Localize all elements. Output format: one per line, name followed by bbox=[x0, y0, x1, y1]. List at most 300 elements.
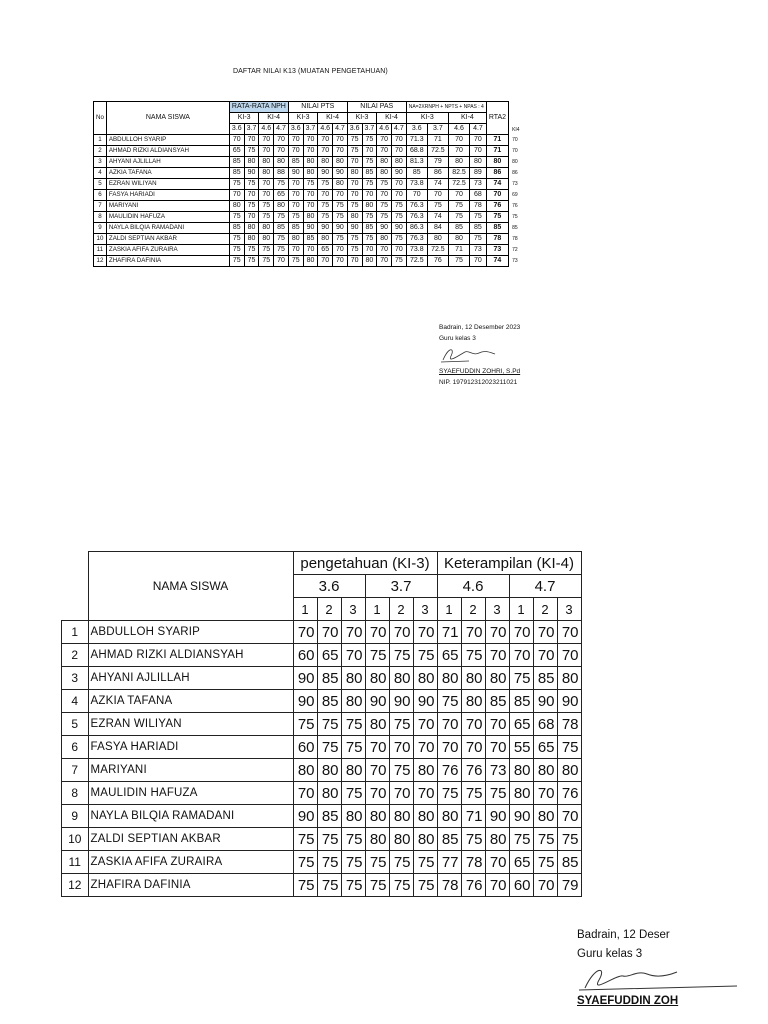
score-value: 85 bbox=[485, 690, 509, 713]
place-date: Badrain, 12 Deser bbox=[577, 929, 670, 941]
na-value: 86.3 bbox=[406, 223, 427, 234]
pts-value: 70 bbox=[333, 190, 348, 201]
score-value: 90 bbox=[293, 667, 317, 690]
score-value: 70 bbox=[485, 851, 509, 874]
score-value: 75 bbox=[461, 644, 485, 667]
pas-value: 70 bbox=[362, 245, 377, 256]
na-value: 85 bbox=[406, 168, 427, 179]
score-value: 60 bbox=[293, 644, 317, 667]
score-value: 55 bbox=[509, 736, 533, 759]
na-value: 79 bbox=[427, 157, 448, 168]
pts-value: 70 bbox=[288, 245, 303, 256]
pas-value: 80 bbox=[377, 234, 392, 245]
score-value: 70 bbox=[485, 874, 509, 897]
table-row bbox=[94, 179, 522, 190]
na-value: 72.5 bbox=[427, 245, 448, 256]
table-row bbox=[62, 828, 582, 851]
table-row bbox=[62, 736, 582, 759]
table-row bbox=[94, 157, 522, 168]
ki4-group-header: Keterampilan (KI-4) bbox=[437, 552, 581, 575]
score-value: 80 bbox=[485, 667, 509, 690]
rta2-value: 71 bbox=[486, 146, 508, 157]
nph-value: 70 bbox=[274, 256, 289, 267]
score-value: 75 bbox=[437, 690, 461, 713]
score-value: 70 bbox=[509, 621, 533, 644]
signature-block-top bbox=[439, 322, 520, 388]
pas-value: 90 bbox=[392, 223, 407, 234]
nph-value: 90 bbox=[244, 168, 259, 179]
pts-value: 70 bbox=[303, 146, 318, 157]
pas-value: 85 bbox=[362, 223, 377, 234]
score-value: 75 bbox=[389, 713, 413, 736]
pas-value: 75 bbox=[392, 256, 407, 267]
pas-value: 90 bbox=[377, 223, 392, 234]
score-value: 70 bbox=[533, 782, 557, 805]
kd-header: 4.6 bbox=[377, 124, 392, 135]
pts-value: 70 bbox=[318, 135, 333, 146]
na-value: 76.3 bbox=[406, 201, 427, 212]
score-value: 80 bbox=[317, 782, 341, 805]
pts-value: 80 bbox=[303, 212, 318, 223]
score-value: 70 bbox=[461, 736, 485, 759]
score-value: 75 bbox=[341, 736, 365, 759]
student-name: ZHAFIRA DAFINIA bbox=[106, 256, 229, 267]
ki4-value: 80 bbox=[512, 159, 518, 165]
nph-value: 75 bbox=[229, 256, 244, 267]
sub-header: 3 bbox=[557, 598, 581, 621]
score-value: 70 bbox=[365, 782, 389, 805]
score-value: 75 bbox=[341, 851, 365, 874]
kd-header: 3.7 bbox=[362, 124, 377, 135]
pas-value: 75 bbox=[392, 234, 407, 245]
score-value: 80 bbox=[389, 667, 413, 690]
na-value: 80 bbox=[470, 157, 487, 168]
pas-value: 70 bbox=[347, 179, 362, 190]
rta2-value: 71 bbox=[486, 135, 508, 146]
nph-value: 70 bbox=[244, 212, 259, 223]
pts-value: 75 bbox=[318, 212, 333, 223]
pas-value: 75 bbox=[362, 179, 377, 190]
na-value: 72.5 bbox=[427, 146, 448, 157]
na-value: 73 bbox=[470, 179, 487, 190]
rta2-value: 74 bbox=[486, 179, 508, 190]
row-number: 10 bbox=[94, 234, 107, 245]
row-number: 6 bbox=[62, 736, 89, 759]
nph-value: 70 bbox=[244, 190, 259, 201]
kd-header: 3.6 bbox=[229, 124, 244, 135]
sub-header: 3 bbox=[413, 598, 437, 621]
nph-value: 75 bbox=[259, 256, 274, 267]
score-value: 70 bbox=[317, 621, 341, 644]
pas-value: 75 bbox=[347, 135, 362, 146]
pts-value: 75 bbox=[288, 256, 303, 267]
handwritten-signature bbox=[439, 344, 520, 366]
score-value: 80 bbox=[341, 805, 365, 828]
nph-value: 70 bbox=[259, 179, 274, 190]
na-value: 89 bbox=[470, 168, 487, 179]
pts-value: 85 bbox=[288, 223, 303, 234]
row-number: 7 bbox=[94, 201, 107, 212]
ki4-value: 70 bbox=[512, 137, 518, 143]
score-value: 85 bbox=[557, 851, 581, 874]
col-no-header: No bbox=[94, 102, 107, 135]
kd-header: 3.6 bbox=[347, 124, 362, 135]
table-row bbox=[94, 201, 522, 212]
score-value: 75 bbox=[485, 782, 509, 805]
row-number: 12 bbox=[94, 256, 107, 267]
nph-value: 80 bbox=[274, 157, 289, 168]
score-value: 75 bbox=[461, 828, 485, 851]
score-value: 90 bbox=[533, 690, 557, 713]
col-no-header bbox=[62, 552, 89, 621]
table-row bbox=[94, 190, 522, 201]
score-value: 76 bbox=[437, 759, 461, 782]
score-value: 65 bbox=[509, 713, 533, 736]
table-row bbox=[62, 782, 582, 805]
pts-value: 70 bbox=[303, 245, 318, 256]
na-value: 82.5 bbox=[448, 168, 469, 179]
na-value: 75 bbox=[448, 256, 469, 267]
score-value: 70 bbox=[533, 644, 557, 667]
rta2-value: 85 bbox=[486, 223, 508, 234]
kd-header: 4.7 bbox=[333, 124, 348, 135]
na-value: 75 bbox=[470, 234, 487, 245]
col-pas-header: NILAI PAS bbox=[347, 102, 406, 113]
score-value: 75 bbox=[317, 874, 341, 897]
place-date: Badrain, 12 Desember 2023 bbox=[439, 324, 521, 331]
sub-header: 1 bbox=[437, 598, 461, 621]
score-value: 90 bbox=[413, 690, 437, 713]
pts-value: 75 bbox=[318, 201, 333, 212]
student-name: EZRAN WILIYAN bbox=[88, 713, 293, 736]
header-row-1 bbox=[94, 102, 522, 113]
score-value: 70 bbox=[485, 713, 509, 736]
student-name: ZASKIA AFIFA ZURAIRA bbox=[88, 851, 293, 874]
nph-value: 70 bbox=[274, 135, 289, 146]
ki4-label: KI-4 bbox=[448, 113, 486, 124]
pas-value: 75 bbox=[362, 157, 377, 168]
col-rta2-header: RTA2 bbox=[486, 102, 508, 135]
kd-header: 4.7 bbox=[274, 124, 289, 135]
na-value: 80 bbox=[427, 234, 448, 245]
pas-value: 90 bbox=[392, 168, 407, 179]
na-value: 80 bbox=[448, 157, 469, 168]
score-value: 70 bbox=[461, 713, 485, 736]
score-value: 80 bbox=[413, 759, 437, 782]
score-value: 60 bbox=[509, 874, 533, 897]
score-value: 70 bbox=[557, 621, 581, 644]
pas-value: 75 bbox=[377, 179, 392, 190]
score-value: 80 bbox=[341, 690, 365, 713]
nph-value: 80 bbox=[244, 157, 259, 168]
pts-value: 70 bbox=[333, 146, 348, 157]
ki4-label: KI-4 bbox=[318, 113, 347, 124]
kd-header: 3.7 bbox=[427, 124, 448, 135]
pts-value: 80 bbox=[333, 179, 348, 190]
student-name: FASYA HARIADI bbox=[106, 190, 229, 201]
ki4-value: 69 bbox=[512, 192, 518, 198]
na-value: 71 bbox=[448, 245, 469, 256]
rta2-value: 76 bbox=[486, 201, 508, 212]
kd-header: 4.6 bbox=[448, 124, 469, 135]
ki4-value: 78 bbox=[512, 236, 518, 242]
rta2-value: 78 bbox=[486, 234, 508, 245]
pas-value: 70 bbox=[392, 179, 407, 190]
na-value: 72.5 bbox=[448, 179, 469, 190]
row-number: 1 bbox=[62, 621, 89, 644]
na-value: 76.3 bbox=[406, 212, 427, 223]
pas-value: 70 bbox=[347, 256, 362, 267]
kd-header: 3.6 bbox=[406, 124, 427, 135]
sub-header: 1 bbox=[365, 598, 389, 621]
score-value: 75 bbox=[389, 644, 413, 667]
score-value: 75 bbox=[389, 759, 413, 782]
nph-value: 80 bbox=[244, 234, 259, 245]
pts-value: 65 bbox=[318, 245, 333, 256]
score-value: 70 bbox=[485, 621, 509, 644]
pts-value: 80 bbox=[318, 157, 333, 168]
nph-value: 75 bbox=[244, 245, 259, 256]
col-name-header: NAMA SISWA bbox=[88, 552, 293, 621]
score-value: 85 bbox=[317, 667, 341, 690]
row-number: 8 bbox=[94, 212, 107, 223]
row-number: 2 bbox=[62, 644, 89, 667]
row-number: 9 bbox=[94, 223, 107, 234]
pts-value: 70 bbox=[333, 135, 348, 146]
sub-header: 1 bbox=[293, 598, 317, 621]
score-value: 75 bbox=[341, 828, 365, 851]
score-value: 80 bbox=[317, 759, 341, 782]
nph-value: 70 bbox=[259, 135, 274, 146]
signer-nip: NIP. 197912312023211021 bbox=[439, 379, 518, 386]
nph-value: 85 bbox=[229, 168, 244, 179]
row-number: 5 bbox=[94, 179, 107, 190]
nph-value: 70 bbox=[229, 135, 244, 146]
nph-value: 80 bbox=[259, 168, 274, 179]
score-value: 75 bbox=[389, 851, 413, 874]
score-value: 70 bbox=[413, 782, 437, 805]
signer-name: SYAEFUDDIN ZOH bbox=[577, 995, 679, 1007]
kd-header: 3.7 bbox=[244, 124, 259, 135]
score-value: 90 bbox=[509, 805, 533, 828]
score-value: 90 bbox=[557, 690, 581, 713]
nph-value: 75 bbox=[274, 234, 289, 245]
score-value: 71 bbox=[461, 805, 485, 828]
score-value: 78 bbox=[557, 713, 581, 736]
table-row bbox=[94, 223, 522, 234]
sub-header: 2 bbox=[317, 598, 341, 621]
ki4-value: 76 bbox=[512, 203, 518, 209]
ki4-label: KI-4 bbox=[259, 113, 288, 124]
nph-value: 75 bbox=[244, 256, 259, 267]
pas-value: 75 bbox=[347, 201, 362, 212]
ki3-label: KI-3 bbox=[288, 113, 317, 124]
student-name: EZRAN WILIYAN bbox=[106, 179, 229, 190]
kd-header: 4.6 bbox=[437, 575, 509, 598]
score-value: 90 bbox=[293, 805, 317, 828]
score-value: 70 bbox=[437, 736, 461, 759]
row-number: 11 bbox=[94, 245, 107, 256]
pas-value: 70 bbox=[347, 190, 362, 201]
kd-header: 3.6 bbox=[293, 575, 365, 598]
table-row bbox=[62, 805, 582, 828]
score-value: 70 bbox=[365, 736, 389, 759]
table-row bbox=[94, 212, 522, 223]
pts-value: 75 bbox=[333, 212, 348, 223]
row-number: 3 bbox=[62, 667, 89, 690]
signer-role: Guru kelas 3 bbox=[439, 335, 476, 342]
table-row bbox=[62, 644, 582, 667]
score-value: 70 bbox=[557, 805, 581, 828]
score-value: 75 bbox=[341, 713, 365, 736]
score-value: 80 bbox=[365, 713, 389, 736]
score-value: 80 bbox=[437, 805, 461, 828]
sub-header: 1 bbox=[509, 598, 533, 621]
score-value: 85 bbox=[317, 690, 341, 713]
score-value: 80 bbox=[341, 759, 365, 782]
score-value: 85 bbox=[533, 667, 557, 690]
pts-value: 80 bbox=[288, 234, 303, 245]
row-number: 10 bbox=[62, 828, 89, 851]
kd-header: 4.7 bbox=[470, 124, 487, 135]
student-name: AHYANI AJLILLAH bbox=[88, 667, 293, 690]
nph-value: 70 bbox=[274, 146, 289, 157]
score-value: 75 bbox=[293, 851, 317, 874]
score-value: 70 bbox=[293, 782, 317, 805]
col-na-header: NA=2XRNPH + NPTS + NPAS : 4 bbox=[406, 102, 486, 113]
signer-role: Guru kelas 3 bbox=[577, 948, 643, 960]
score-value: 70 bbox=[533, 874, 557, 897]
score-value: 90 bbox=[485, 805, 509, 828]
nph-value: 85 bbox=[274, 223, 289, 234]
score-value: 70 bbox=[413, 621, 437, 644]
row-number: 8 bbox=[62, 782, 89, 805]
na-value: 85 bbox=[448, 223, 469, 234]
table-row bbox=[94, 146, 522, 157]
score-value: 70 bbox=[557, 644, 581, 667]
pas-value: 80 bbox=[377, 157, 392, 168]
score-value: 71 bbox=[437, 621, 461, 644]
pas-value: 90 bbox=[347, 223, 362, 234]
score-value: 70 bbox=[533, 621, 557, 644]
score-value: 73 bbox=[485, 759, 509, 782]
score-value: 78 bbox=[437, 874, 461, 897]
table-row bbox=[62, 759, 582, 782]
nph-value: 65 bbox=[274, 190, 289, 201]
pas-value: 70 bbox=[392, 146, 407, 157]
nph-value: 80 bbox=[259, 157, 274, 168]
rta2-value: 73 bbox=[486, 245, 508, 256]
pas-value: 70 bbox=[347, 157, 362, 168]
col-ki4-outside-header: KI4 bbox=[512, 126, 520, 133]
table-row bbox=[62, 851, 582, 874]
student-name: AZKIA TAFANA bbox=[88, 690, 293, 713]
na-value: 74 bbox=[427, 212, 448, 223]
pts-value: 70 bbox=[288, 179, 303, 190]
score-value: 80 bbox=[413, 667, 437, 690]
kd-header: 4.7 bbox=[392, 124, 407, 135]
score-value: 76 bbox=[461, 874, 485, 897]
score-value: 77 bbox=[437, 851, 461, 874]
score-value: 85 bbox=[437, 828, 461, 851]
nph-value: 70 bbox=[244, 135, 259, 146]
col-nph-header: RATA-RATA NPH bbox=[229, 102, 288, 113]
row-number: 1 bbox=[94, 135, 107, 146]
score-value: 75 bbox=[509, 828, 533, 851]
score-value: 80 bbox=[389, 805, 413, 828]
kd-header: 3.7 bbox=[303, 124, 318, 135]
score-value: 70 bbox=[389, 782, 413, 805]
score-value: 70 bbox=[485, 736, 509, 759]
score-value: 75 bbox=[557, 828, 581, 851]
student-name: ABDULLOH SYARIP bbox=[106, 135, 229, 146]
rta2-value: 80 bbox=[486, 157, 508, 168]
row-number: 2 bbox=[94, 146, 107, 157]
score-value: 70 bbox=[389, 736, 413, 759]
row-number: 9 bbox=[62, 805, 89, 828]
score-value: 79 bbox=[557, 874, 581, 897]
pas-value: 75 bbox=[347, 146, 362, 157]
score-value: 75 bbox=[317, 713, 341, 736]
grades-detail-table bbox=[61, 551, 582, 897]
pts-value: 75 bbox=[333, 234, 348, 245]
score-value: 75 bbox=[389, 874, 413, 897]
student-name: AHMAD RIZKI ALDIANSYAH bbox=[88, 644, 293, 667]
na-value: 70 bbox=[470, 135, 487, 146]
row-number: 6 bbox=[94, 190, 107, 201]
score-value: 70 bbox=[437, 713, 461, 736]
na-value: 71 bbox=[427, 135, 448, 146]
na-value: 70 bbox=[406, 190, 427, 201]
pts-value: 85 bbox=[288, 157, 303, 168]
na-value: 74 bbox=[427, 179, 448, 190]
pts-value: 80 bbox=[303, 256, 318, 267]
score-value: 75 bbox=[317, 828, 341, 851]
score-value: 75 bbox=[461, 782, 485, 805]
nph-value: 80 bbox=[244, 223, 259, 234]
table-row bbox=[62, 713, 582, 736]
score-value: 80 bbox=[533, 759, 557, 782]
pas-value: 70 bbox=[377, 146, 392, 157]
pts-value: 90 bbox=[318, 168, 333, 179]
ki3-group-header: pengetahuan (KI-3) bbox=[293, 552, 437, 575]
table-row bbox=[94, 245, 522, 256]
pts-value: 70 bbox=[288, 201, 303, 212]
ki4-label: KI-4 bbox=[377, 113, 406, 124]
score-value: 85 bbox=[509, 690, 533, 713]
nph-value: 75 bbox=[229, 212, 244, 223]
score-value: 80 bbox=[293, 759, 317, 782]
row-number: 3 bbox=[94, 157, 107, 168]
nph-value: 88 bbox=[274, 168, 289, 179]
pts-value: 70 bbox=[318, 256, 333, 267]
score-value: 76 bbox=[557, 782, 581, 805]
student-name: NAYLA BILQIA RAMADANI bbox=[88, 805, 293, 828]
col-pts-header: NILAI PTS bbox=[288, 102, 347, 113]
kd-header: 4.6 bbox=[318, 124, 333, 135]
na-value: 68 bbox=[470, 190, 487, 201]
table-row bbox=[62, 690, 582, 713]
score-value: 75 bbox=[365, 644, 389, 667]
score-value: 85 bbox=[317, 805, 341, 828]
nph-value: 80 bbox=[229, 201, 244, 212]
pas-value: 75 bbox=[347, 234, 362, 245]
pas-value: 75 bbox=[377, 201, 392, 212]
student-name: MARIYANI bbox=[88, 759, 293, 782]
nph-value: 75 bbox=[229, 179, 244, 190]
score-value: 70 bbox=[341, 644, 365, 667]
pts-value: 70 bbox=[318, 146, 333, 157]
